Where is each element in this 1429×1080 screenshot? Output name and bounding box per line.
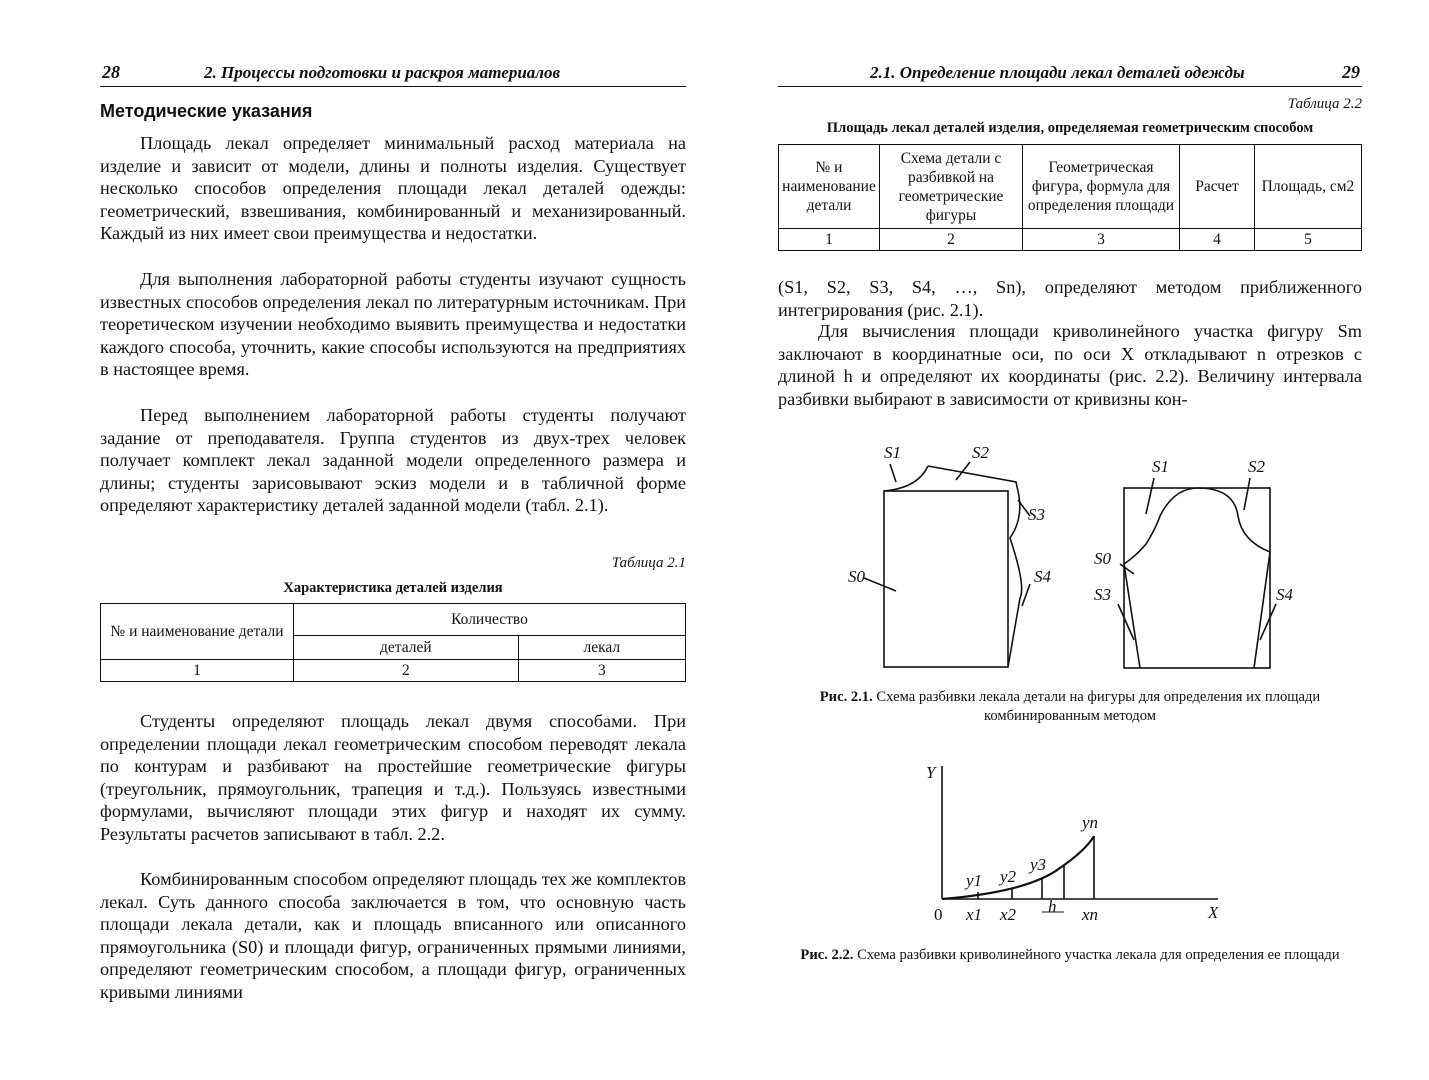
- paragraph: (S1, S2, S3, S4, …, Sn), определяют методом приближенного интегрирования (рис. 2.1).: [778, 277, 1362, 320]
- table-title: Характеристика деталей изделия: [283, 580, 503, 596]
- paragraph: Для выполнения лабораторной работы студенты изучают сущность известных способов определения лекал по литературным источникам. При теоретическом изучении необходимо выявить преимущества и недостатки каждого способа, уточнить, какие способы используются на предприятиях в настоящее время.: [100, 269, 686, 380]
- figure-2-1: [838, 436, 1293, 676]
- table-2-2: [778, 144, 1362, 251]
- table-header: № и наименование детали: [101, 604, 294, 660]
- sleeve-rectangle: [1124, 488, 1270, 668]
- figure-caption: [778, 946, 1362, 965]
- figure-label: y2: [1000, 867, 1017, 886]
- axis-label-x: X: [1208, 903, 1219, 922]
- table-header: Количество: [294, 604, 686, 636]
- leader-line: [1120, 564, 1134, 574]
- running-head-right: [778, 60, 1362, 87]
- figure-label: S3: [1028, 505, 1045, 524]
- page-number: 29: [1342, 62, 1360, 82]
- figure-caption-text: Схема разбивки лекала детали на фигуры для определения их площади комбинированным методом: [876, 689, 1321, 724]
- figure-label: xn: [1082, 905, 1099, 924]
- figure-caption-number: Рис. 2.1.: [819, 689, 873, 705]
- pattern-curve: [884, 466, 928, 491]
- leader-line: [1244, 478, 1250, 510]
- table-header: Геометрическая фигура, формула для определения площади: [1023, 145, 1180, 229]
- sleeve-seam: [1254, 552, 1270, 668]
- table-cell: 2: [880, 229, 1023, 251]
- table-cell: 1: [101, 660, 294, 682]
- figure-label: y1: [966, 871, 983, 890]
- figure-label: S4: [1034, 567, 1051, 586]
- table-header: № и наименование детали: [779, 145, 880, 229]
- sleeve-cap-curve: [1124, 488, 1270, 564]
- pattern-edge: [928, 466, 1018, 491]
- figure-caption-number: Рис. 2.2.: [800, 947, 854, 963]
- paragraph: Площадь лекал определяет минимальный расход материала на изделие и зависит от модели, длины и полноты изделия. Существует несколько способов определения площади лекал деталей одежды: геометрический, взвешивания, комбинированный и механизированный. Каждый из них имеет свои преимущества и недостатки.: [100, 133, 686, 244]
- figure-label: yn: [1082, 813, 1099, 832]
- table-caption: Таблица 2.2: [1287, 96, 1362, 112]
- figure-2-2: [918, 762, 1228, 932]
- running-head-title: 2. Процессы подготовки и раскроя материалов: [204, 63, 561, 82]
- table-header: Площадь, см2: [1255, 145, 1362, 229]
- sleeve-seam: [1124, 564, 1140, 668]
- table-cell: 3: [518, 660, 685, 682]
- right-page: [778, 0, 1362, 1080]
- table-header: деталей: [294, 636, 519, 660]
- running-head-left: [100, 60, 686, 87]
- table-cell: 2: [294, 660, 519, 682]
- figure-label: h: [1048, 897, 1057, 916]
- table-header: Расчет: [1180, 145, 1255, 229]
- paragraph: Студенты определяют площадь лекал двумя способами. При определении площади лекал геометрическим способом переводят лекала по контурам и разбивают на простейшие геометрические фигуры (треугольник, прямоугольник, трапеция и т.д.). Пользуясь известными формулами, вычисляют площади этих фигур и находят их сумму. Результаты расчетов записывают в табл. 2.2.: [100, 711, 686, 844]
- left-page: [100, 0, 686, 1080]
- figure-label: S2: [1248, 457, 1265, 476]
- curve: [942, 836, 1094, 899]
- leader-line: [1022, 584, 1030, 606]
- leader-line: [864, 578, 896, 591]
- figure-label: S0: [1094, 549, 1111, 568]
- paragraph: Для вычисления площади криволинейного участка фигуру Sm заключают в координатные оси, по оси X откладывают n отрезков с длиной h и определяют их координаты (рис. 2.2). Величину интервала разбивки выбирают в зависимости от кривизны кон-: [778, 321, 1362, 409]
- pattern-curve: [1008, 491, 1022, 667]
- table-cell: 1: [779, 229, 880, 251]
- table-2-1: [100, 603, 686, 682]
- axis-label-y: Y: [926, 763, 936, 782]
- figure-label: S4: [1276, 585, 1293, 604]
- running-head-title: 2.1. Определение площади лекал деталей одежды: [870, 63, 1245, 82]
- figure-label: S1: [1152, 457, 1169, 476]
- table-title: Площадь лекал деталей изделия, определяемая геометрическим способом: [826, 120, 1314, 136]
- pattern-rectangle: [884, 491, 1008, 667]
- paragraph: Перед выполнением лабораторной работы студенты получают задание от преподавателя. Группа студентов из двух-трех человек получает комплект лекал заданной модели определенного размера и длины; студенты зарисовывают эскиз модели и в табличной форме определяют характеристику деталей заданной модели (табл. 2.1).: [100, 405, 686, 516]
- leader-line: [890, 464, 896, 482]
- origin-label: 0: [934, 905, 943, 924]
- table-header: Схема детали с разбивкой на геометрические фигуры: [880, 145, 1023, 229]
- figure-label: S3: [1094, 585, 1111, 604]
- table-caption: Таблица 2.1: [611, 555, 686, 571]
- section-heading: Методические указания: [100, 101, 313, 121]
- paragraph: Комбинированным способом определяют площадь тех же комплектов лекал. Суть данного способа заключается в том, что основную часть площади лекала детали, как и площадь вписанного или описанного прямоугольника (S0) и площади фигур, ограниченных прямыми линиями, определяют геометрическим способом, а площади фигур, ограниченных кривыми линиями: [100, 869, 686, 1002]
- page-number: 28: [102, 62, 120, 82]
- figure-caption: [778, 688, 1362, 726]
- figure-label: S2: [972, 443, 989, 462]
- figure-label: S1: [884, 443, 901, 462]
- figure-label: x2: [1000, 905, 1017, 924]
- figure-label: S0: [848, 567, 865, 586]
- figure-caption-text: Схема разбивки криволинейного участка лекала для определения ее площади: [857, 947, 1340, 963]
- table-cell: 3: [1023, 229, 1180, 251]
- leader-line: [1146, 478, 1154, 514]
- table-cell: 5: [1255, 229, 1362, 251]
- table-cell: 4: [1180, 229, 1255, 251]
- table-header: лекал: [518, 636, 685, 660]
- figure-label: y3: [1030, 855, 1047, 874]
- figure-label: x1: [966, 905, 983, 924]
